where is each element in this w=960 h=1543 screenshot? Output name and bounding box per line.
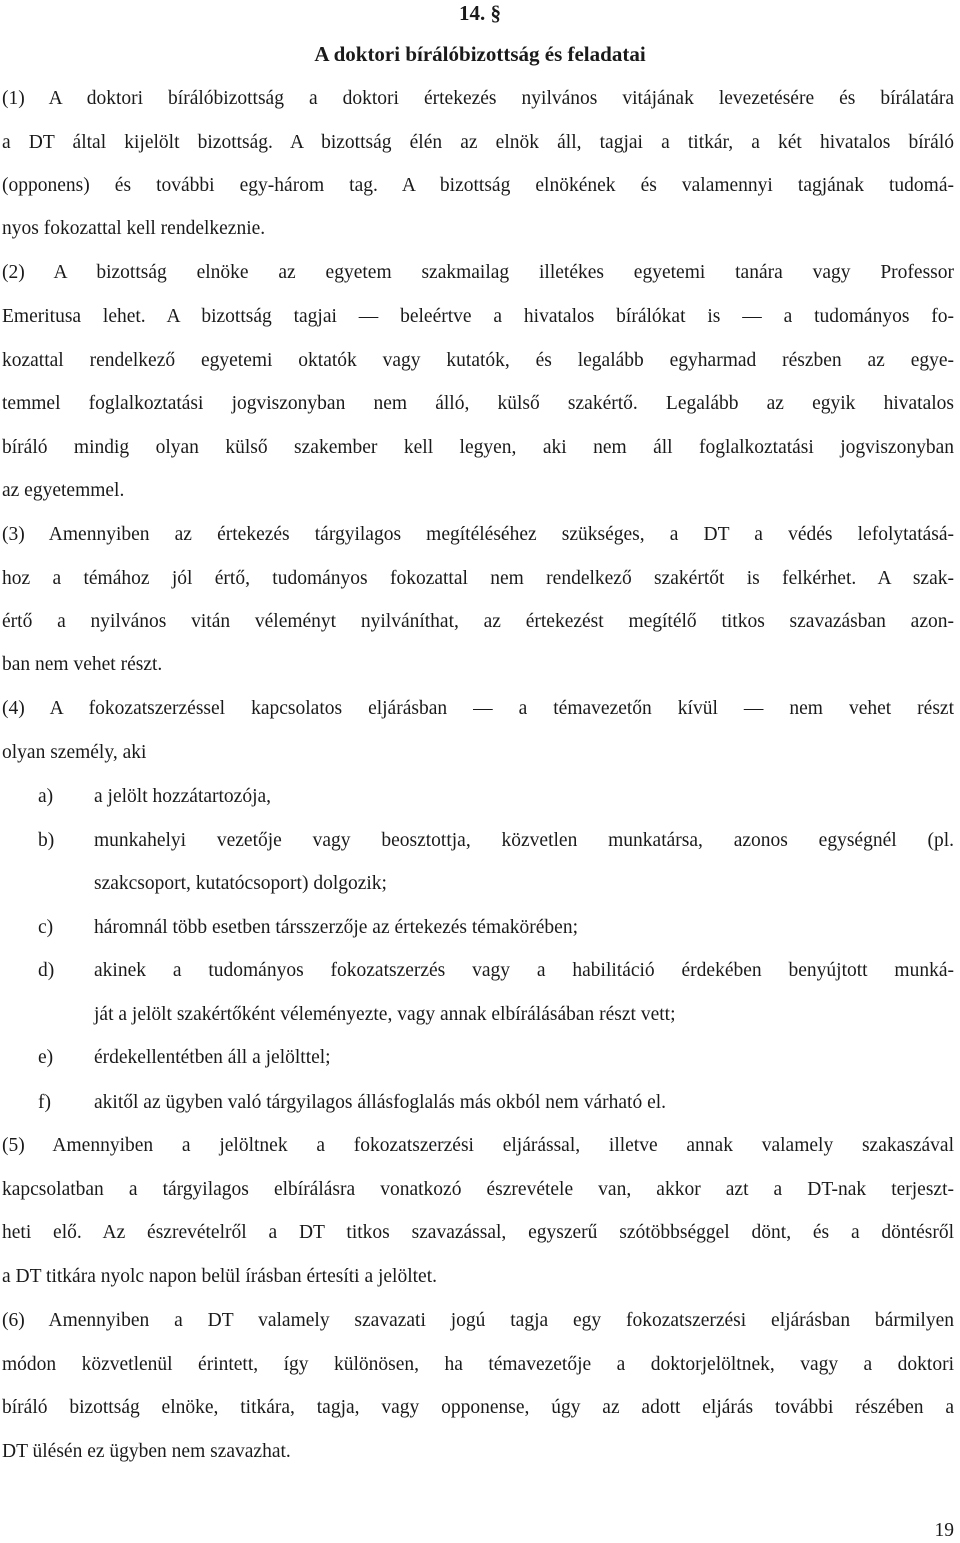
paragraph-line: kozattal rendelkező egyetemi oktatók vagy kutatók, és legalább egyharmad részben az egye-	[2, 350, 954, 371]
paragraph-line: bíráló mindig olyan külső szakember kell legyen, aki nem áll foglalkoztatási jogviszonyban	[2, 437, 954, 458]
paragraph-line: bíráló bizottság elnöke, titkára, tagja, vagy opponense, úgy az adott eljárás további részében a	[2, 1397, 954, 1418]
list-item-text: a jelölt hozzátartozója,	[94, 786, 272, 807]
paragraph-line: (opponens) és további egy-három tag. A bizottság elnökének és valamennyi tagjának tudomá-	[2, 175, 954, 196]
list-item-text: akinek a tudományos fokozatszerzés vagy a habilitáció érdekében benyújtott munká-	[94, 960, 954, 981]
list-item-text: munkahelyi vezetője vagy beosztottja, közvetlen munkatársa, azonos egységnél (pl.	[94, 830, 954, 851]
section-number: 14. §	[459, 1, 501, 25]
paragraph-line: (5) Amennyiben a jelöltnek a fokozatszerzési eljárással, illetve annak valamely szakaszával	[2, 1135, 954, 1156]
list-item-label: d)	[38, 960, 55, 981]
paragraph-line: hoz a témához jól értő, tudományos fokozattal nem rendelkező szakértőt is felkérhet. A szak-	[2, 568, 954, 589]
list-item-label: f)	[38, 1092, 51, 1113]
paragraph-line: (2) A bizottság elnöke az egyetem szakmailag illetékes egyetemi tanára vagy Professor	[2, 262, 954, 283]
section-title: A doktori bírálóbizottság és feladatai	[314, 42, 646, 66]
list-item-text: érdekellentétben áll a jelölttel;	[94, 1047, 331, 1068]
paragraph-line: nyos fokozattal kell rendelkeznie.	[2, 218, 266, 239]
list-item-label: b)	[38, 830, 55, 851]
paragraph-line: temmel foglalkoztatási jogviszonyban nem álló, külső szakértő. Legalább az egyik hivatalos	[2, 393, 954, 414]
paragraph-line: (1) A doktori bírálóbizottság a doktori értekezés nyilvános vitájának levezetésére és bírálatára	[2, 88, 954, 109]
paragraph-line: a DT titkára nyolc napon belül írásban értesíti a jelöltet.	[2, 1266, 437, 1287]
list-item-text: szakcsoport, kutatócsoport) dolgozik;	[94, 873, 387, 894]
paragraph-line: kapcsolatban a tárgyilagos elbírálásra vonatkozó észrevétele van, akkor azt a DT-nak terjeszt-	[2, 1179, 954, 1200]
list-item-label: e)	[38, 1047, 54, 1068]
paragraph-line: az egyetemmel.	[2, 480, 125, 501]
paragraph-line: értő a nyilvános vitán véleményt nyilváníthat, az értekezést megítélő titkos szavazásban azon-	[2, 611, 954, 632]
page-number: 19	[934, 1520, 954, 1541]
paragraph-line: ban nem vehet részt.	[2, 654, 163, 675]
paragraph-line: módon közvetlenül érintett, így különösen, ha témavezetője a doktorjelöltnek, vagy a doktori	[2, 1354, 954, 1375]
paragraph-line: a DT által kijelölt bizottság. A bizottság élén az elnök áll, tagjai a titkár, a két hivatalos bíráló	[2, 132, 954, 153]
paragraph-line: DT ülésén ez ügyben nem szavazhat.	[2, 1441, 291, 1462]
list-item-text: ját a jelölt szakértőként véleményezte, vagy annak elbírálásában részt vett;	[94, 1004, 676, 1025]
list-item-text: háromnál több esetben társszerzője az értekezés témakörében;	[94, 917, 579, 938]
list-item-label: a)	[38, 786, 54, 807]
paragraph-line: heti elő. Az észrevételről a DT titkos szavazással, egyszerű szótöbbséggel dönt, és a döntésről	[2, 1222, 954, 1243]
paragraph-line: Emeritusa lehet. A bizottság tagjai — beleértve a hivatalos bírálókat is — a tudományos fo-	[2, 306, 954, 327]
paragraph-line: (4) A fokozatszerzéssel kapcsolatos eljárásban — a témavezetőn kívül — nem vehet részt	[2, 698, 954, 719]
paragraph-line: (3) Amennyiben az értekezés tárgyilagos megítéléséhez szükséges, a DT a védés lefolytatásá-	[2, 524, 954, 545]
list-item-label: c)	[38, 917, 54, 938]
paragraph-line: olyan személy, aki	[2, 742, 147, 763]
list-item-text: akitől az ügyben való tárgyilagos állásfoglalás más okból nem várható el.	[94, 1092, 667, 1113]
paragraph-line: (6) Amennyiben a DT valamely szavazati jogú tagja egy fokozatszerzési eljárásban bármilyen	[2, 1310, 954, 1331]
